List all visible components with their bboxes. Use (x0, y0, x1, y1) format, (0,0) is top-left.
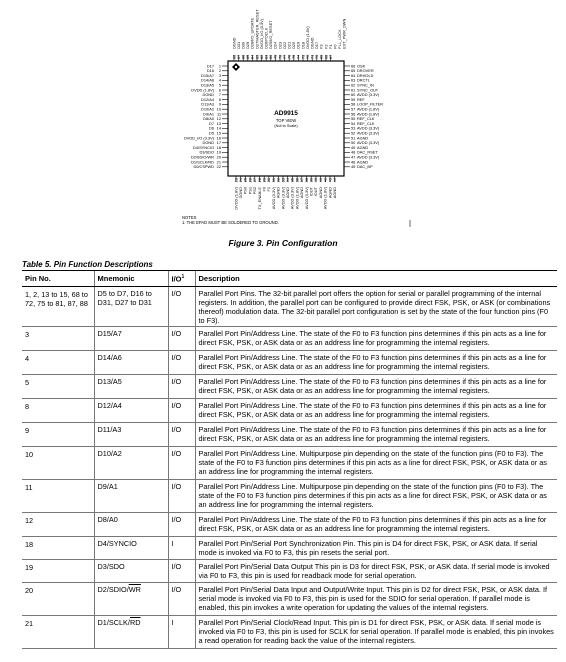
mnemonic-text: D5 to D7, D16 to D31, D27 to D31 (97, 288, 152, 307)
mnemonic-text: D14/A6 (97, 352, 122, 362)
top-pin-label: DGND (309, 37, 315, 49)
io-cell: I/O (168, 582, 195, 615)
pin-number-cell: 11 (22, 479, 94, 512)
bottom-pin-label: PS0 (242, 187, 248, 195)
right-pin-label: DRHOLD (357, 72, 374, 78)
top-pin-number: 70 (314, 54, 320, 59)
header-io-label: I/O (171, 274, 182, 284)
bottom-pin-label: AGND (285, 187, 290, 199)
top-pin-label: D18 (300, 41, 306, 49)
table-row (22, 286, 557, 326)
header-description: Description (195, 271, 557, 287)
table-row (22, 512, 557, 536)
pin-number-cell: 4 (22, 350, 94, 374)
bottom-pin-label: AVDD (3.3V) (289, 187, 295, 210)
bottom-pin-number: 27 (252, 178, 258, 183)
mnemonic-cell (94, 559, 168, 582)
right-pin-label: DAC_RSET (357, 149, 378, 155)
mnemonic-text: D15/A7 (97, 328, 122, 338)
bottom-pin-number: 24 (238, 178, 243, 183)
bottom-pin-label: AVDD (3.3V) (303, 187, 309, 210)
mnemonic-text: D12/A4 (97, 400, 122, 410)
left-pin-number: 3 (218, 72, 221, 78)
top-pin-number: 72 (304, 54, 310, 59)
bottom-pin-label: F0 (261, 187, 267, 192)
header-pin-no: Pin No. (22, 271, 94, 287)
description-cell: Parallel Port Pin/Address Line. The state of the F0 to F3 function pins determines if this pin acts as a line for direct FSK, PSK, or ASK data or as an address line for programming the internal registers. (195, 374, 557, 398)
left-pin-number: 12 (216, 116, 221, 122)
description-cell: Parallel Port Pin/Address Line. The state of the F0 to F3 function pins determines if this pin acts as a line for direct FSK, PSK, or ASK data or as an address line for programming the internal registers. (195, 512, 557, 536)
top-pin-label: D20 (291, 41, 297, 49)
right-pin-number: 52 (351, 130, 356, 136)
top-pin-number: 82 (258, 54, 264, 59)
io-cell: I (168, 536, 195, 559)
pin-number-cell: 10 (22, 446, 94, 479)
right-pin-label: AGND (357, 159, 369, 165)
right-pin-number: 60 (351, 92, 356, 98)
right-pin-number: 48 (351, 149, 356, 155)
bottom-pin-number: 28 (256, 178, 262, 183)
left-pin-label: D14/A6 (201, 77, 214, 83)
io-cell: I (168, 615, 195, 648)
pin-number-cell: 21 (22, 615, 94, 648)
right-pin-number: 63 (351, 77, 356, 83)
right-pin-label: REF (357, 96, 365, 102)
pin-number-cell: 20 (22, 582, 94, 615)
top-pin-number: 80 (268, 54, 274, 59)
bottom-pin-label: AVDD (1.8V) (294, 187, 300, 210)
io-cell: I/O (168, 422, 195, 446)
top-pin-label: D28/I/O_UPDATE (249, 17, 255, 49)
right-pin-label: OSK (357, 63, 366, 69)
pin-function-table (22, 270, 557, 649)
io-cell: I/O (168, 398, 195, 422)
right-pin-label: SYNC_IN (357, 82, 374, 88)
bottom-pin-number: 41 (317, 178, 323, 183)
mnemonic-overbar: $\overline{WR}$ (128, 584, 141, 594)
left-pin-number: 1 (218, 63, 221, 69)
bottom-pin-number: 39 (308, 178, 314, 183)
right-pin-number: 47 (351, 154, 356, 160)
mnemonic-text: D10/A2 (97, 448, 122, 458)
top-pin-label: D27/MASTER_RESET (254, 9, 260, 49)
table-title: Table 5. Pin Function Descriptions (22, 260, 153, 269)
left-pin-label: DVDD (1.8V) (191, 87, 214, 93)
right-pin-label: AVDD (3.3V) (357, 130, 380, 136)
right-pin-number: 45 (351, 164, 356, 170)
bottom-pin-label: PS1 (247, 187, 253, 195)
pin-number-cell: 5 (22, 374, 94, 398)
bottom-pin-label: IOUT (313, 187, 319, 197)
description-cell: Parallel Port Pin/Address Line. Multipurpose pin depending on the state of the function pins (F0 to F3). The state of the F0 to F3 function pins determines if this pin acts as a line for direct FSK, PSK, or ASK data or as an address line for programming the internal registers. (195, 446, 557, 479)
bottom-pin-number: 35 (289, 178, 295, 183)
top-pin-label: D24 (272, 41, 278, 49)
left-pin-number: 22 (216, 164, 221, 170)
top-pin-number: 84 (249, 54, 255, 59)
bottom-pin-label: AGND (327, 187, 333, 199)
top-pin-label: D29 (245, 41, 251, 49)
right-pin-number: 56 (351, 111, 356, 117)
right-pin-number: 64 (351, 72, 356, 78)
left-pin-label: D3/SDO (199, 149, 214, 155)
mnemonic-cell (94, 536, 168, 559)
bottom-pin-label: AVDD (3.3V) (280, 187, 286, 210)
top-pin-label: D21 (286, 41, 292, 49)
bottom-pin-label: AGND (332, 187, 337, 199)
mnemonic-cell (94, 398, 168, 422)
right-pin-label: DROVER (357, 68, 374, 74)
left-pin-number: 4 (218, 77, 221, 83)
top-pin-label: D31 (235, 41, 241, 49)
mnemonic-text: D9/A1 (97, 481, 118, 491)
pin-number-cell: 1, 2, 13 to 15, 68 to 72, 75 to 81, 87, 88 (22, 286, 94, 326)
top-pin-number: 85 (245, 54, 251, 59)
top-pin-label: F1 (327, 44, 333, 49)
description-cell: Parallel Port Pin/Serial Clock/Read Input. This pin is D1 for direct FSK, PSK, or ASK data. If serial mode is invoked via F0 to F3, this pin is used for SCLK for serial operation. If parallel mode is enabled, this pin invokes a read operation for reading back the value of the internal registers. (195, 615, 557, 648)
left-pin-label: D4/SYNCIO (193, 144, 214, 150)
right-pin-number: 62 (351, 82, 356, 88)
left-pin-number: 17 (216, 140, 221, 146)
left-pin-label: D6 (209, 125, 214, 131)
bottom-pin-number: 31 (270, 178, 276, 183)
left-pin-number: 6 (218, 87, 221, 93)
right-pin-number: 53 (351, 125, 356, 131)
mnemonic-cell (94, 446, 168, 479)
description-cell: Parallel Port Pin/Address Line. The state of the F0 to F3 function pins determines if this pin acts as a line for direct FSK, PSK, or ASK data or as an address line for programming the internal registers. (195, 398, 557, 422)
mnemonic-text: D11/A3 (97, 424, 122, 434)
bottom-pin-number: 25 (242, 178, 248, 183)
left-pin-number: 13 (216, 120, 221, 126)
description-cell: Parallel Port Pin/Serial Data Output This pin is D3 for direct FSK, PSK, or ASK data. If serial mode is invoked via F0 to F3, this pin is used for readback mode for serial operation. (195, 559, 557, 582)
left-pin-label: D0/CSPWD (193, 164, 214, 170)
mnemonic-text: D1/SCLK/ (97, 617, 130, 627)
pin-number-cell: 19 (22, 559, 94, 582)
pin-configuration-diagram (0, 0, 566, 235)
bottom-pin-label: DVDD (1.8V) (233, 187, 239, 210)
mnemonic-cell (94, 374, 168, 398)
top-pin-label: EXT_PWR_DWN (341, 18, 347, 49)
bottom-pin-number: 34 (285, 178, 290, 183)
description-cell: Parallel Port Pin/Serial Data Input and Output/Write Input. This pin is D2 for direct FSK, PSK, or ASK data. If serial mode is invoked via F0 to F3, this pin is used for the SDIO for serial operation. If parallel mode is enabled, this pin invokes a write operation for updating the values of the internal registers. (195, 582, 557, 615)
mnemonic-text: D2/SDIO/ (97, 584, 129, 594)
mnemonic-cell (94, 286, 168, 326)
description-cell: Parallel Port Pins. The 32-bit parallel port offers the option for serial or parallel programming of the internal registers. In addition, the parallel port can be configured to provide direct FSK, PSK, or ASK (or combinations thereof) modulation data. The 32-bit parallel port configuration is set by the state of the four function pins (F0 to F3). (195, 286, 557, 326)
bottom-pin-number: 36 (294, 178, 300, 183)
top-pin-label: D17 (314, 41, 320, 49)
table-row (22, 582, 557, 615)
mnemonic-text: D8/A0 (97, 514, 118, 524)
io-cell: I/O (168, 286, 195, 326)
bottom-pin-label: AGND (275, 187, 281, 199)
right-pin-number: 46 (351, 159, 356, 165)
right-pin-label: AVDD (3.3V) (357, 154, 380, 160)
top-pin-label: D19 (295, 41, 301, 49)
table-row (22, 398, 557, 422)
left-pin-number: 14 (216, 125, 221, 131)
left-pin-number: 5 (218, 82, 221, 88)
right-pin-label: AVDD (3.3V) (357, 140, 380, 146)
io-cell: I/O (168, 512, 195, 536)
io-cell: I/O (168, 326, 195, 350)
top-pin-label: DVDD (1.8V) (304, 26, 310, 49)
table-row (22, 422, 557, 446)
mnemonic-cell (94, 422, 168, 446)
left-pin-label: D1/SCLK/RD (191, 159, 214, 165)
left-pin-label: D2/SDIO/WR (190, 154, 214, 160)
pin-number-cell: 8 (22, 398, 94, 422)
mnemonic-overbar: $\overline{RD}$ (129, 617, 141, 627)
top-pin-number: 81 (263, 54, 269, 59)
left-pin-number: 11 (216, 111, 221, 117)
top-pin-label: D30 (240, 41, 246, 49)
right-pin-label: AVDD (3.3V) (357, 125, 380, 131)
bottom-pin-number: 44 (332, 178, 337, 183)
left-pin-number: 10 (216, 106, 221, 112)
mnemonic-cell (94, 350, 168, 374)
description-cell: Parallel Port Pin/Address Line. Multipurpose pin depending on the state of the function pins (F0 to F3). The state of the F0 to F3 function pins determines if this pin acts as a line for direct FSK, PSK, or ASK data or as an address line for programming the internal registers. (195, 479, 557, 512)
io-cell: I/O (168, 374, 195, 398)
left-pin-label: D13/A5 (201, 82, 214, 88)
right-pin-number: 59 (351, 96, 356, 102)
right-pin-number: 57 (351, 106, 356, 112)
left-pin-label: D12/A4 (201, 96, 214, 102)
right-pin-number: 65 (351, 68, 356, 74)
top-pin-number: 71 (309, 54, 315, 59)
notes-text: 1. THE EPAD MUST BE SOLDERED TO GROUND. (182, 220, 279, 225)
header-io-footnote: 1 (181, 274, 185, 280)
bottom-pin-label: AVDD (3.3V) (270, 187, 276, 210)
left-pin-label: D9/A1 (203, 111, 214, 117)
pin-number-cell: 18 (22, 536, 94, 559)
left-pin-label: D15/A7 (201, 72, 214, 78)
top-pin-number: 79 (272, 54, 278, 59)
top-pin-number: 86 (240, 54, 246, 59)
left-pin-label: D8/A0 (203, 116, 214, 122)
bottom-pin-number: 40 (313, 178, 319, 183)
right-pin-label: SYNC_OUT (357, 87, 379, 93)
top-pin-label: D23 (277, 41, 283, 49)
mnemonic-cell (94, 582, 168, 615)
right-pin-number: 50 (351, 140, 356, 146)
top-pin-number: 77 (281, 54, 287, 59)
top-pin-label: D25/I/O_RESET (268, 20, 274, 49)
top-pin-label: F0 (332, 44, 338, 49)
left-pin-number: 20 (216, 154, 221, 160)
right-pin-label: AGND (357, 135, 369, 141)
left-pin-number: 15 (216, 130, 221, 136)
description-cell: Parallel Port Pin/Address Line. The state of the F0 to F3 function pins determines if this pin acts as a line for direct FSK, PSK, or ASK data or as an address line for programming the internal registers. (195, 326, 557, 350)
top-pin-label: D22 (281, 41, 287, 49)
chip-name: AD9915 (274, 110, 298, 117)
description-cell: Parallel Port Pin/Address Line. The state of the F0 to F3 function pins determines if this pin acts as a line for direct FSK, PSK, or ASK data or as an address line for programming the internal registers. (195, 422, 557, 446)
right-pin-label: REF_CLK (357, 116, 375, 122)
top-pin-number: 87 (235, 54, 241, 59)
table-row (22, 536, 557, 559)
table-row (22, 350, 557, 374)
mnemonic-cell (94, 615, 168, 648)
bottom-pin-number: 32 (275, 178, 281, 183)
top-pin-number: 69 (318, 54, 324, 59)
bottom-pin-label: PS2 (252, 187, 258, 195)
top-pin-label: DGND (231, 37, 237, 49)
left-pin-number: 19 (216, 149, 221, 155)
right-pin-label: AVDD (3.3V) (357, 92, 380, 98)
left-pin-number: 18 (216, 144, 221, 150)
right-pin-label: AGND (357, 144, 369, 150)
right-pin-number: 61 (351, 87, 356, 93)
left-pin-label: D17 (206, 63, 214, 69)
left-pin-label: D7 (209, 120, 214, 126)
left-pin-label: D11/A3 (201, 101, 214, 107)
mnemonic-cell (94, 512, 168, 536)
right-pin-number: 49 (351, 144, 356, 150)
top-pin-number: 83 (254, 54, 260, 59)
right-pin-label: LOOP_FILTER (357, 101, 384, 107)
notes-title: NOTES (182, 215, 197, 220)
right-pin-label: DAC_BP (357, 164, 373, 170)
top-pin-number: 75 (291, 54, 297, 59)
left-pin-number: 2 (218, 68, 221, 74)
right-pin-label: AVDD (1.8V) (357, 106, 380, 112)
top-pin-number: 88 (231, 54, 237, 59)
right-pin-label: DRCTL (357, 77, 370, 83)
top-pin-label: F2 (323, 44, 329, 49)
right-pin-number: 55 (351, 116, 356, 122)
mnemonic-cell (94, 479, 168, 512)
right-pin-number: 51 (351, 135, 356, 141)
table-row (22, 615, 557, 648)
top-pin-number: 78 (277, 54, 283, 59)
top-pin-number: 74 (295, 54, 301, 59)
mnemonic-cell (94, 326, 168, 350)
figure-caption: Figure 3. Pin Configuration (228, 238, 338, 248)
left-pin-label: D16 (206, 68, 214, 74)
bottom-pin-label: AVDD (1.8V) (322, 187, 328, 210)
left-pin-number: 16 (216, 135, 221, 141)
top-pin-label: DVDD_I/O (3.3V) (258, 18, 264, 49)
table-header-row (22, 271, 557, 287)
chip-scale: (Not to Scale) (274, 124, 298, 128)
top-pin-number: 76 (286, 54, 292, 59)
bottom-pin-label: DGND (238, 187, 243, 199)
bottom-pin-number: 30 (266, 178, 272, 183)
bottom-pin-number: 43 (327, 178, 333, 183)
top-pin-number: 68 (323, 54, 329, 59)
bottom-pin-label: AGND (299, 187, 305, 199)
mnemonic-text: D4/SYNCIO (97, 538, 137, 548)
table-row (22, 374, 557, 398)
top-pin-number: 73 (300, 54, 306, 59)
header-io (168, 271, 195, 287)
left-pin-number: 7 (218, 92, 221, 98)
left-pin-label: DGND (202, 140, 214, 146)
header-mnemonic: Mnemonic (94, 271, 168, 287)
bottom-pin-number: 23 (233, 178, 239, 183)
bottom-pin-number: 26 (247, 178, 253, 183)
io-cell: I/O (168, 350, 195, 374)
right-pin-number: 54 (351, 120, 356, 126)
description-cell: Parallel Port Pin/Serial Port Synchronization Pin. This pin is D4 for direct FSK, PSK, or ASK data. If serial mode is invoked via F0 to F3, this pin resets the serial port. (195, 536, 557, 559)
io-cell: I/O (168, 446, 195, 479)
right-pin-number: 58 (351, 101, 356, 107)
left-pin-label: D5 (209, 130, 214, 136)
mnemonic-text: D13/A5 (97, 376, 122, 386)
pin-number-cell: 12 (22, 512, 94, 536)
bottom-pin-number: 38 (303, 178, 309, 183)
table-row (22, 479, 557, 512)
pin-number-cell: 3 (22, 326, 94, 350)
description-cell: Parallel Port Pin/Address Line. The state of the F0 to F3 function pins determines if this pin acts as a line for direct FSK, PSK, or ASK data or as an address line for programming the internal registers. (195, 350, 557, 374)
top-pin-label: PLL_LOCK (337, 29, 343, 49)
bottom-pin-label: TX_ENABLE (256, 187, 262, 210)
bottom-pin-label: IOUT (308, 187, 314, 197)
right-pin-number: 66 (351, 63, 356, 69)
left-pin-label: DGND (202, 92, 214, 98)
pin-number-cell: 9 (22, 422, 94, 446)
table-row (22, 326, 557, 350)
chip-view: TOP VIEW (275, 118, 297, 123)
left-pin-number: 8 (218, 96, 221, 102)
bottom-pin-number: 33 (280, 178, 286, 183)
top-pin-label: D26/PDCLK (263, 27, 269, 49)
left-pin-label: D10/A2 (201, 106, 214, 112)
left-pin-number: 21 (216, 159, 221, 165)
io-cell: I/O (168, 479, 195, 512)
bottom-pin-label: F1 (266, 187, 272, 192)
top-pin-label: F3 (318, 44, 324, 49)
table-row (22, 559, 557, 582)
bottom-pin-number: 29 (261, 178, 267, 183)
right-pin-label: AVDD (1.8V) (357, 111, 380, 117)
bottom-pin-number: 42 (322, 178, 328, 183)
left-pin-label: DVDD_I/O (3.3V) (183, 135, 214, 141)
bottom-pin-number: 37 (299, 178, 305, 183)
mnemonic-text: D3/SDO (97, 561, 125, 571)
right-pin-label: REF_CLK (357, 120, 375, 126)
table-row (22, 446, 557, 479)
left-pin-number: 9 (218, 101, 221, 107)
io-cell: I/O (168, 559, 195, 582)
top-pin-number: 67 (327, 54, 333, 59)
bottom-pin-label: AGND (317, 187, 323, 199)
